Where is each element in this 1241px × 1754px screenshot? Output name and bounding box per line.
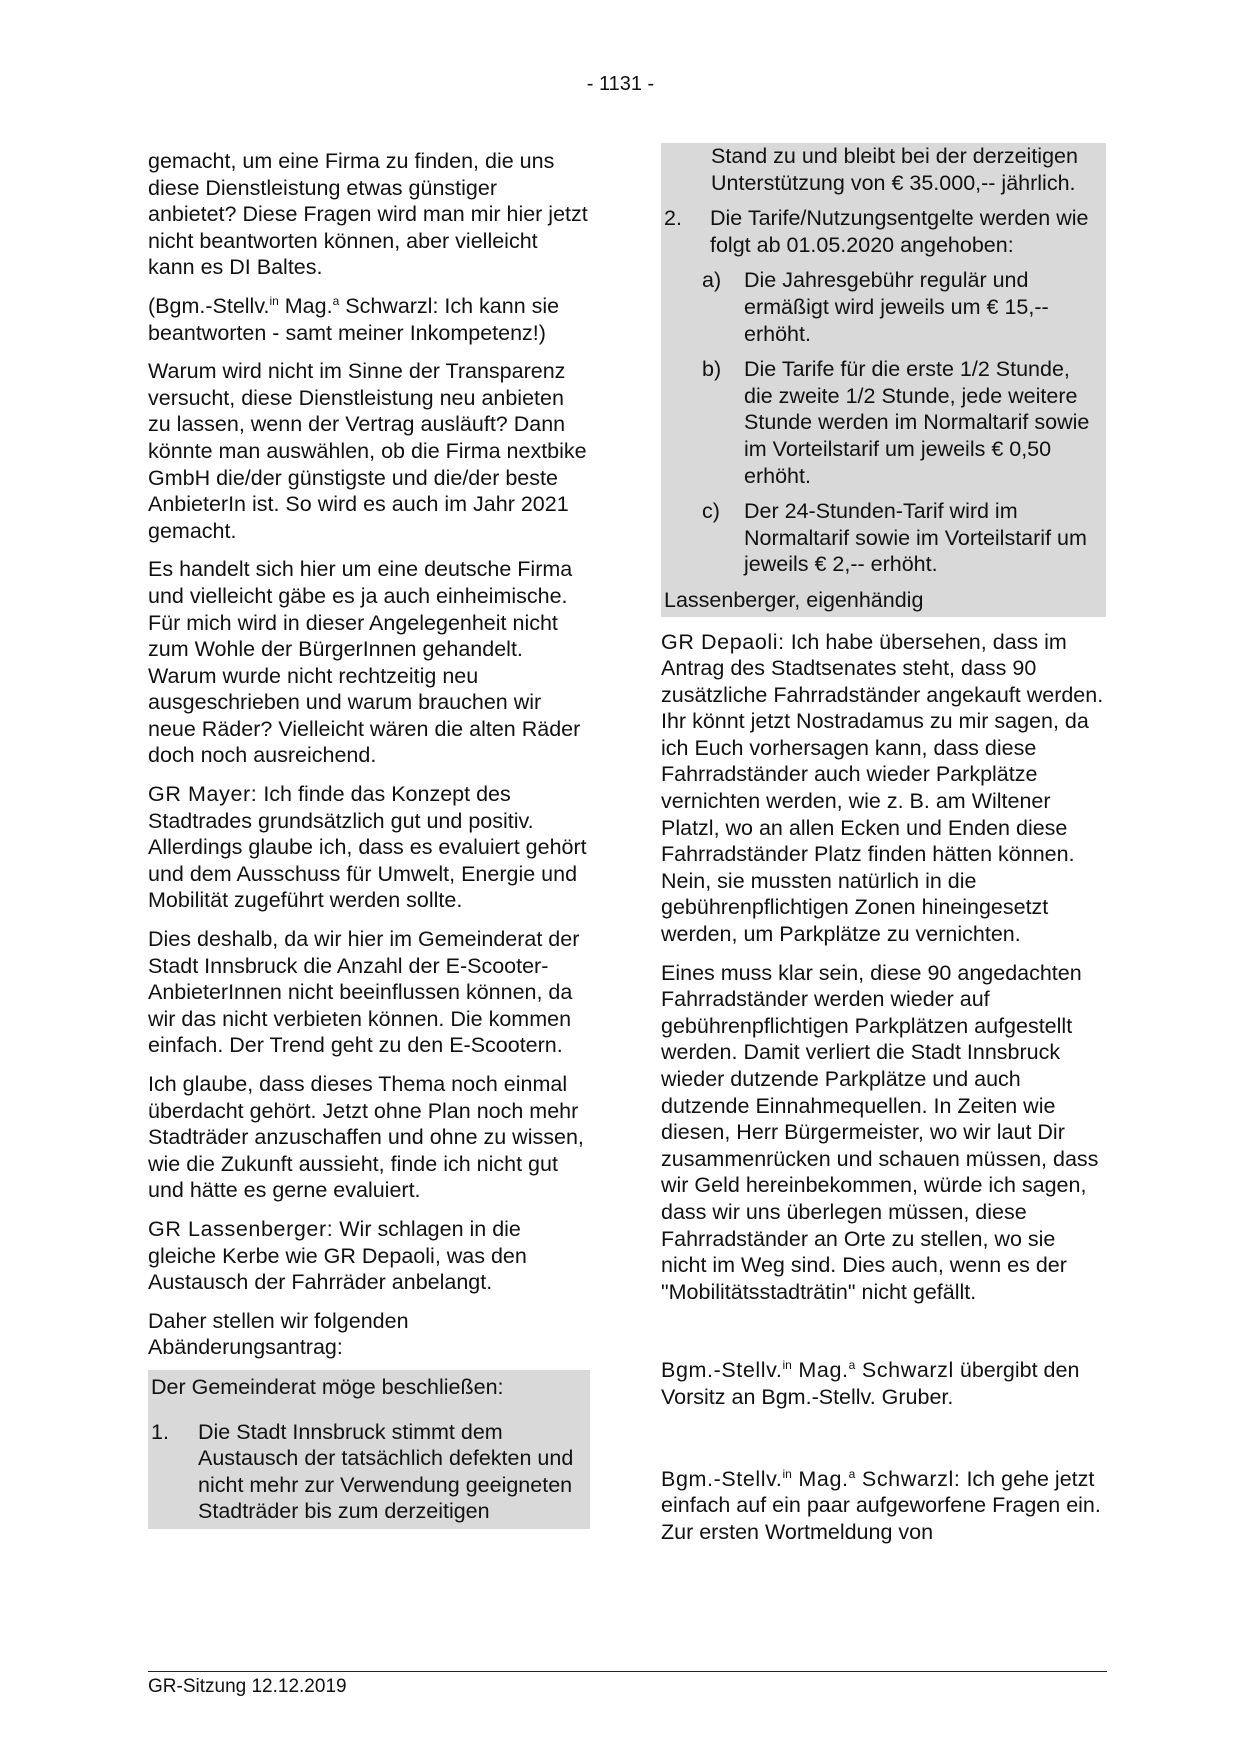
speaker-name-part: Schwarzl: xyxy=(855,1466,961,1491)
interjection-part: (Bgm.-Stellv. xyxy=(148,293,270,318)
interjection xyxy=(148,293,590,346)
paragraph: Ich glaube, dass dieses Thema noch einmal überdacht gehört. Jetzt ohne Plan noch mehr Stadträder anzuschaffen und ohne zu wissen, wie die Zukunft aussieht, finde ich nicht gut und hätte es gerne evaluiert. xyxy=(148,1072,584,1203)
superscript: a xyxy=(848,1466,856,1481)
motion-heading: Der Gemeinderat möge beschließen: xyxy=(148,1370,590,1406)
speaker-name-part: Bgm.-Stellv. xyxy=(661,1466,783,1491)
footer-session-date: GR-Sitzung 12.12.2019 xyxy=(148,1676,347,1697)
superscript: a xyxy=(848,1358,856,1373)
sub-item-b xyxy=(661,356,1106,498)
item-text: Die Tarife/Nutzungsentgelte werden wie folgt ab 01.05.2020 angehoben: xyxy=(710,206,1089,257)
item-number: 2. xyxy=(664,206,682,231)
speaker-name-part: Mag. xyxy=(791,1466,849,1491)
page-number: - 1131 - xyxy=(586,73,655,95)
speech-text: Ich habe übersehen, dass im Antrag des Stadtsenates steht, dass 90 zusätzliche Fahrradständer angekauft werden. Ihr könnt jetzt Nostradamus zu mir sagen, da ich Euch vorhersagen kann, dass diese Fahrradständer auch wieder Parkplätze vernichten werden, wie z. B. am Wiltener Platzl, wo an allen Ecken und Enden diese Fahrradständer Platz finden hätten können. Nein, sie mussten natürlich in die gebührenpflichtigen Zonen hineingesetzt werden, um Parkplätze zu vernichten. xyxy=(661,629,1104,947)
speaker-name-part: Mag. xyxy=(791,1358,849,1383)
left-column xyxy=(148,148,590,1529)
interjection-part: Schwarzl: Ich kann sie beantworten - samt meiner Inkompetenz!) xyxy=(148,293,560,345)
superscript: in xyxy=(269,293,279,308)
speech-text: Ich finde das Konzept des Stadtrades grundsätzlich gut und positiv. Allerdings glaube ich, dass es evaluiert gehört und dem Ausschuss für Umwelt, Energie und Mobilität zugeführt werden sollte. xyxy=(148,782,587,913)
sub-item-text: Die Tarife für die erste 1/2 Stunde, die zweite 1/2 Stunde, jede weitere Stunde werden im Normaltarif sowie im Vorteilstarif um jeweils € 0,50 erhöht. xyxy=(744,357,1090,488)
sub-item-c xyxy=(661,498,1106,587)
speech-schwarzl xyxy=(661,1466,1106,1546)
speaker-name: GR Depaoli: xyxy=(661,629,785,654)
signature: Lassenberger, eigenhändig xyxy=(664,587,924,612)
statement-text: übergibt den Vorsitz an Bgm.-Stellv. Gruber. xyxy=(661,1358,1080,1409)
chair-handover xyxy=(661,1357,1106,1410)
item-text: Die Stadt Innsbruck stimmt dem Austausch der tatsächlich defekten und nicht mehr zur Verwendung geeigneten Stadträder bis zum derzeitigen xyxy=(198,1419,574,1524)
speaker-name-part: Bgm.-Stellv. xyxy=(661,1358,783,1383)
speaker-name: GR Lassenberger: xyxy=(148,1216,334,1241)
sub-item-label: b) xyxy=(702,357,722,382)
sub-item-text: Die Jahresgebühr regulär und ermäßigt wird jeweils um € 15,-- erhöht. xyxy=(744,268,1049,346)
speaker-name-part: Schwarzl xyxy=(855,1358,954,1383)
speech-lassenberger xyxy=(148,1216,590,1296)
sub-item-text: Der 24-Stunden-Tarif wird im Normaltarif sowie im Vorteilstarif um jeweils € 2,-- erhöht. xyxy=(744,499,1087,577)
footer-divider xyxy=(148,1671,1107,1672)
paragraph: Eines muss klar sein, diese 90 angedachten Fahrradständer werden wieder auf gebührenpflichtigen Parkplätzen aufgestellt werden. Damit verliert die Stadt Innsbruck wieder dutzende Parkplätze und auch dutzende Einnahmequellen. In Zeiten wie diesen, Herr Bürgermeister, wo wir laut Dir zusammenrücken und schauen müssen, dass wir Geld hereinbekommen, würde ich sagen, dass wir uns überlegen müssen, diese Fahrradständer an Orte zu stellen, wo sie nicht im Weg sind. Dies auch, wenn es der "Mobilitätsstadträtin" nicht gefällt. xyxy=(661,960,1099,1304)
motion-item-2 xyxy=(661,205,1106,267)
item-number: 1. xyxy=(151,1419,169,1444)
motion-item-1-continued: Stand zu und bleibt bei der derzeitigen Unterstützung von € 35.000,-- jährlich. xyxy=(711,144,1078,195)
speech-depaoli xyxy=(661,629,1106,948)
sub-item-label: c) xyxy=(702,499,720,524)
paragraph: Warum wird nicht im Sinne der Transparenz versucht, diese Dienstleistung neu anbieten zu lassen, wenn der Vertrag ausläuft? Dann könnte man auswählen, ob die Firma nextbike GmbH die/der günstigste und die/der beste AnbieterIn ist. So wird es auch im Jahr 2021 gemacht. xyxy=(148,359,587,543)
superscript: in xyxy=(782,1466,792,1481)
sub-item-a xyxy=(661,267,1106,356)
speech-text: Ich gehe jetzt einfach auf ein paar aufgeworfene Fragen ein. Zur ersten Wortmeldung von xyxy=(661,1466,1101,1544)
speaker-name: GR Mayer: xyxy=(148,782,258,807)
speech-text: Wir schlagen in die gleiche Kerbe wie GR Depaoli, was den Austausch der Fahrräder anbelangt. xyxy=(148,1216,527,1295)
superscript: a xyxy=(332,293,340,308)
speech-mayer xyxy=(148,781,590,914)
sub-item-label: a) xyxy=(702,268,722,293)
paragraph: gemacht, um eine Firma zu finden, die uns diese Dienstleistung etwas günstiger anbietet? Diese Fragen wird man mir hier jetzt nicht beantworten können, aber vielleicht kann es DI Baltes. xyxy=(148,149,588,280)
superscript: in xyxy=(782,1358,792,1373)
paragraph: Dies deshalb, da wir hier im Gemeinderat der Stadt Innsbruck die Anzahl der E-Scooter-AnbieterInnen nicht beeinflussen können, da wir das nicht verbieten können. Die kommen einfach. Der Trend geht zu den E-Scootern. xyxy=(148,927,580,1058)
interjection-part: Mag. xyxy=(278,293,333,318)
paragraph: Es handelt sich hier um eine deutsche Firma und vielleicht gäbe es ja auch einheimische. Für mich wird in dieser Angelegenheit nicht zum Wohle der BürgerInnen gehandelt. Warum wurde nicht rechtzeitig neu ausgeschrieben und warum brauchen wir neue Räder? Vielleicht wären die alten Räder doch noch ausreichend. xyxy=(148,557,581,768)
motion-item-1 xyxy=(148,1406,590,1529)
right-column xyxy=(661,144,1106,1557)
motion-box xyxy=(661,143,1106,617)
paragraph: Daher stellen wir folgenden Abänderungsantrag: xyxy=(148,1308,409,1360)
